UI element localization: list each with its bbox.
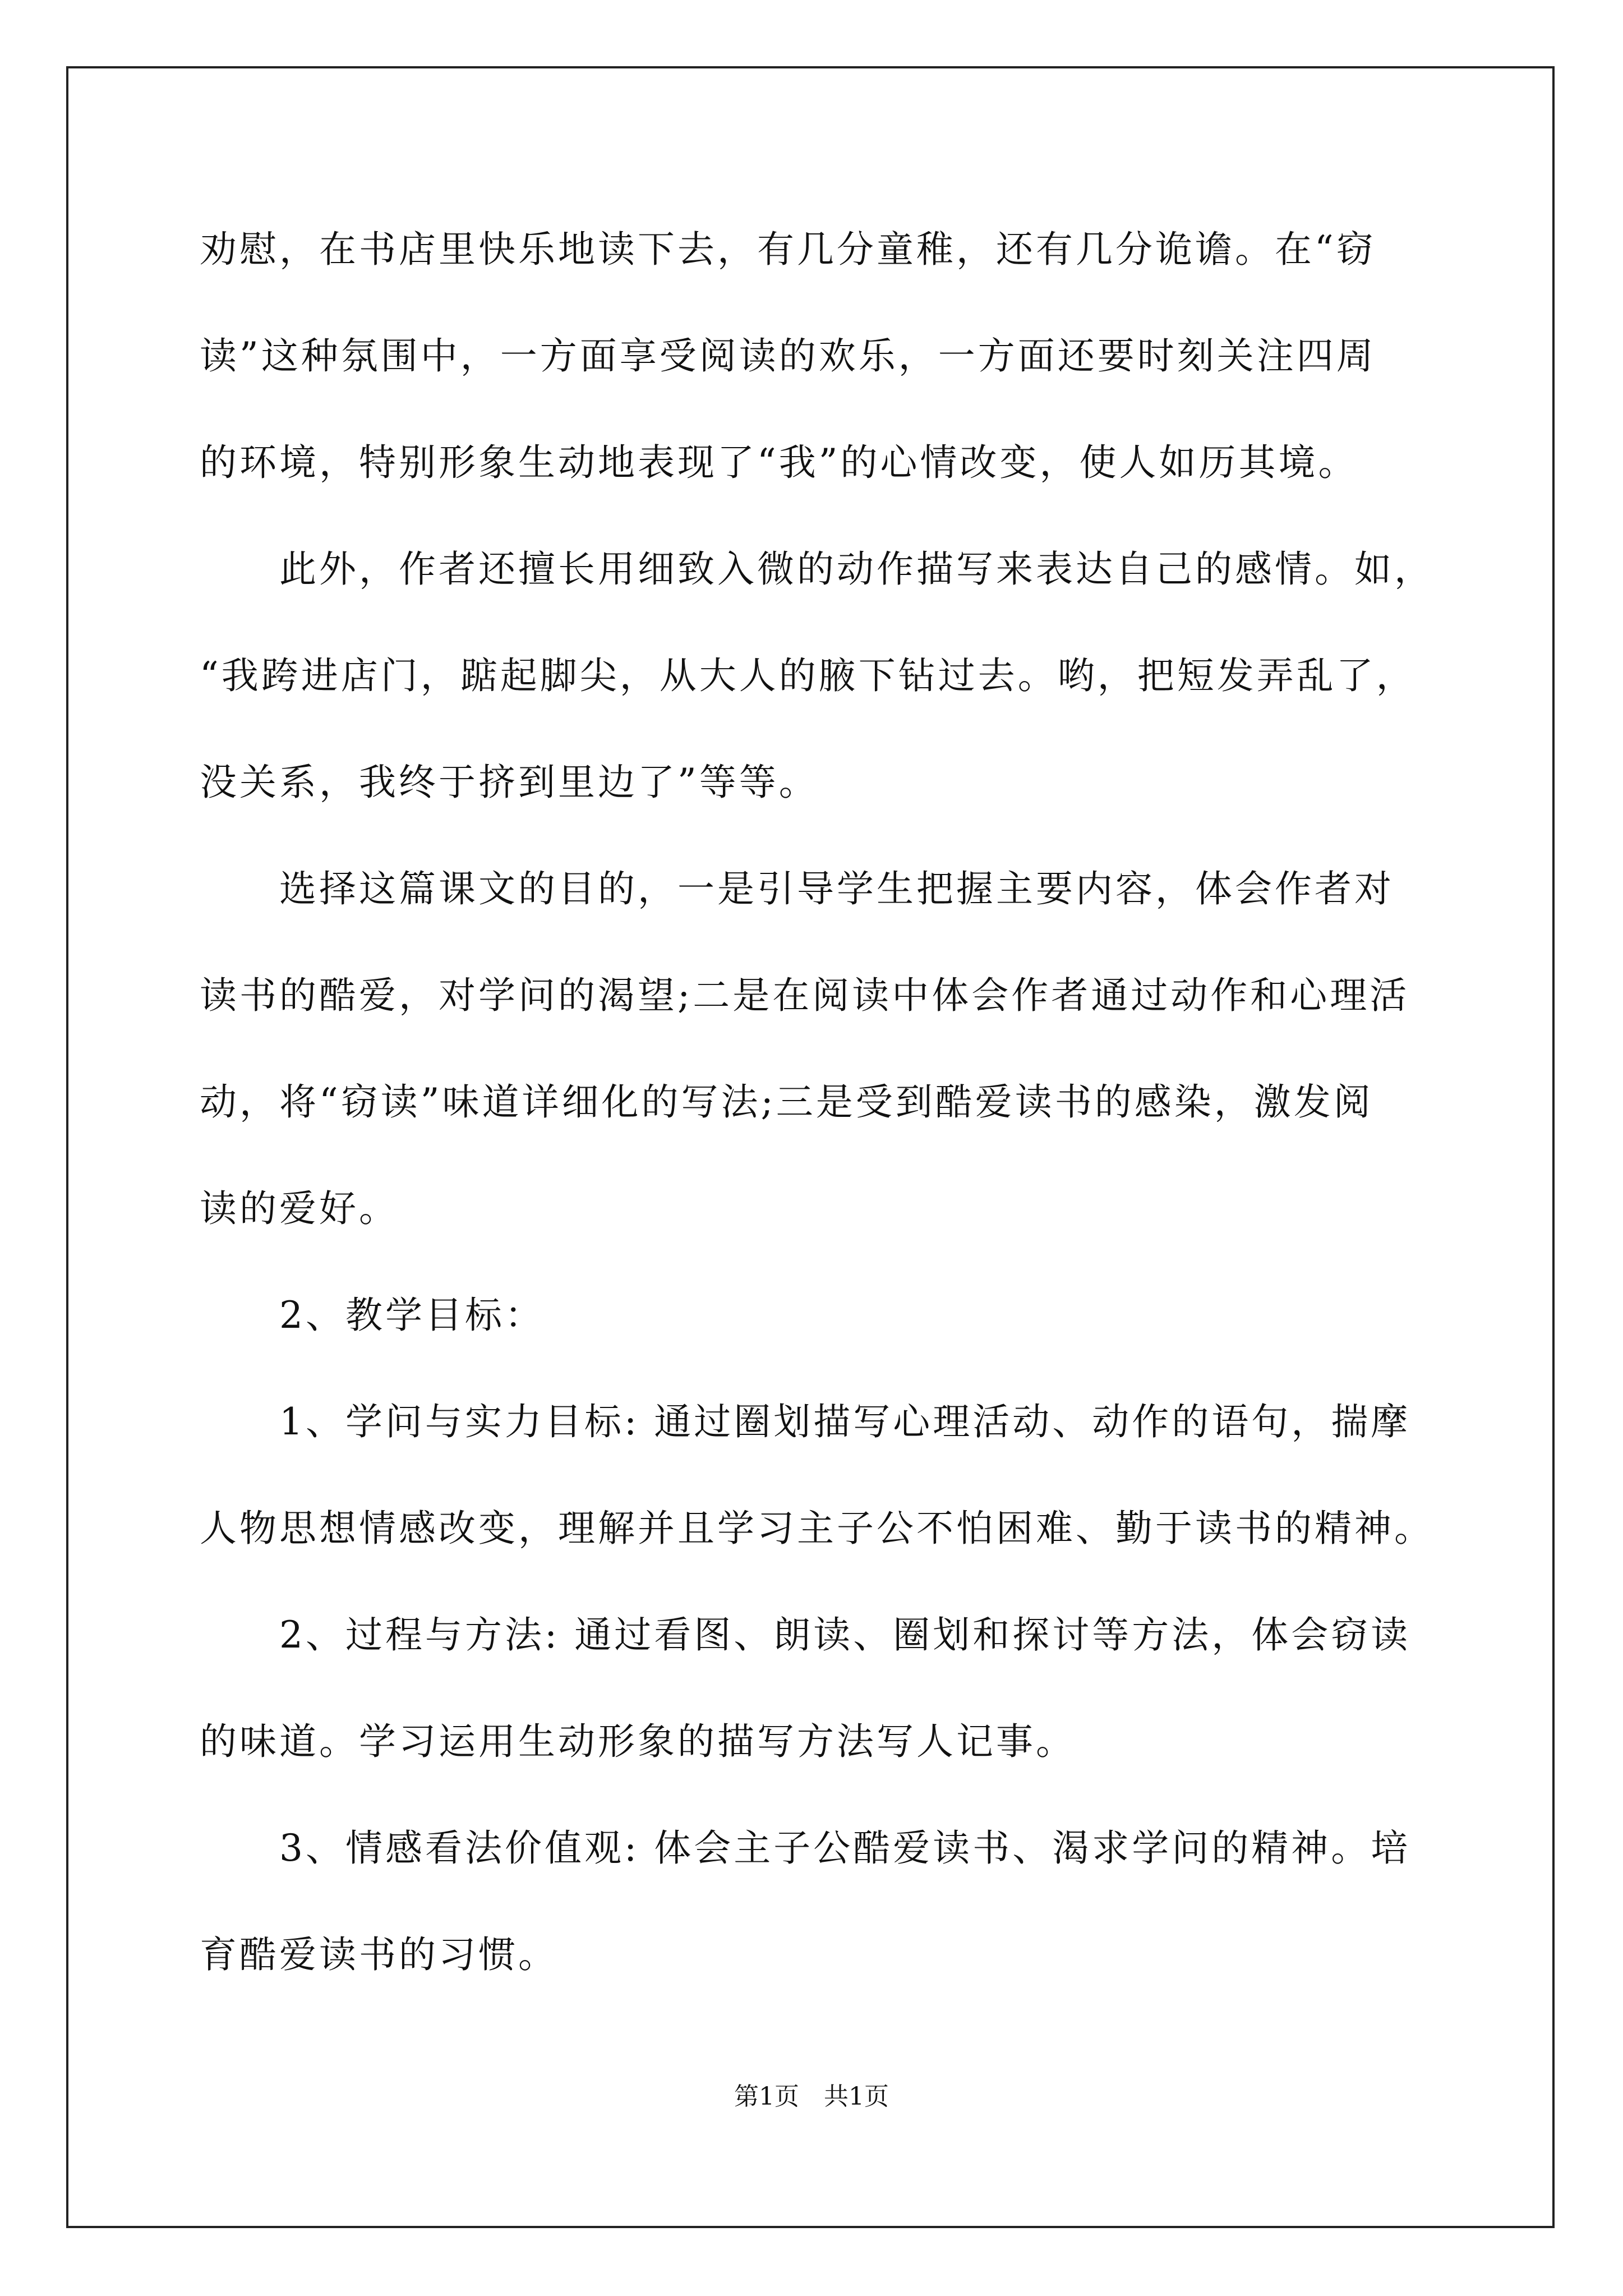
body-text-line: 育酷爱读书的习惯。 — [200, 1933, 558, 1976]
body-text-line: 选择这篇课文的目的，一是引导学生把握主要内容，体会作者对 — [200, 867, 1394, 910]
section-heading: 2、教学目标： — [200, 1294, 545, 1337]
body-text-line: 的味道。学习运用生动形象的描写方法写人记事。 — [200, 1720, 1076, 1763]
body-text-line: 的环境，特别形象生动地表现了“我”的心情改变，使人如历其境。 — [200, 441, 1358, 484]
body-text-line: 1、学问与实力目标: 通过圈划描写心理活动、动作的语句，揣摩 — [200, 1400, 1411, 1443]
body-text-line: 读书的酷爱，对学问的渴望;二是在阅读中体会作者通过动作和心理活 — [200, 974, 1410, 1017]
body-text-line: 动，将“窃读”味道详细化的写法;三是受到酷爱读书的感染，激发阅 — [200, 1080, 1373, 1124]
body-text-line: “我跨进店门，踮起脚尖，从大人的腋下钻过去。哟，把短发弄乱了， — [200, 654, 1416, 697]
page-number: 第1页 共1页 — [734, 2082, 889, 2111]
body-text-line: 人物思想情感改变，理解并且学习主子公不怕困难、勤于读书的精神。 — [200, 1507, 1434, 1550]
body-text-line: 劝慰，在书店里快乐地读下去，有几分童稚，还有几分诡谵。在“窃 — [200, 228, 1376, 271]
body-text-line: 2、过程与方法: 通过看图、朗读、圈划和探讨等方法，体会窃读 — [200, 1613, 1411, 1657]
body-text-line: 此外，作者还擅长用细致入微的动作描写来表达自己的感情。如， — [200, 547, 1434, 591]
page-border — [66, 66, 1555, 2228]
body-text-line: 3、情感看法价值观: 体会主子公酷爱读书、渴求学问的精神。培 — [200, 1826, 1411, 1870]
body-text-line: 没关系，我终于挤到里边了”等等。 — [200, 761, 819, 804]
body-text-line: 读的爱好。 — [200, 1187, 399, 1230]
body-text-line: 读”这种氛围中，一方面享受阅读的欢乐，一方面还要时刻关注四周 — [200, 334, 1376, 378]
